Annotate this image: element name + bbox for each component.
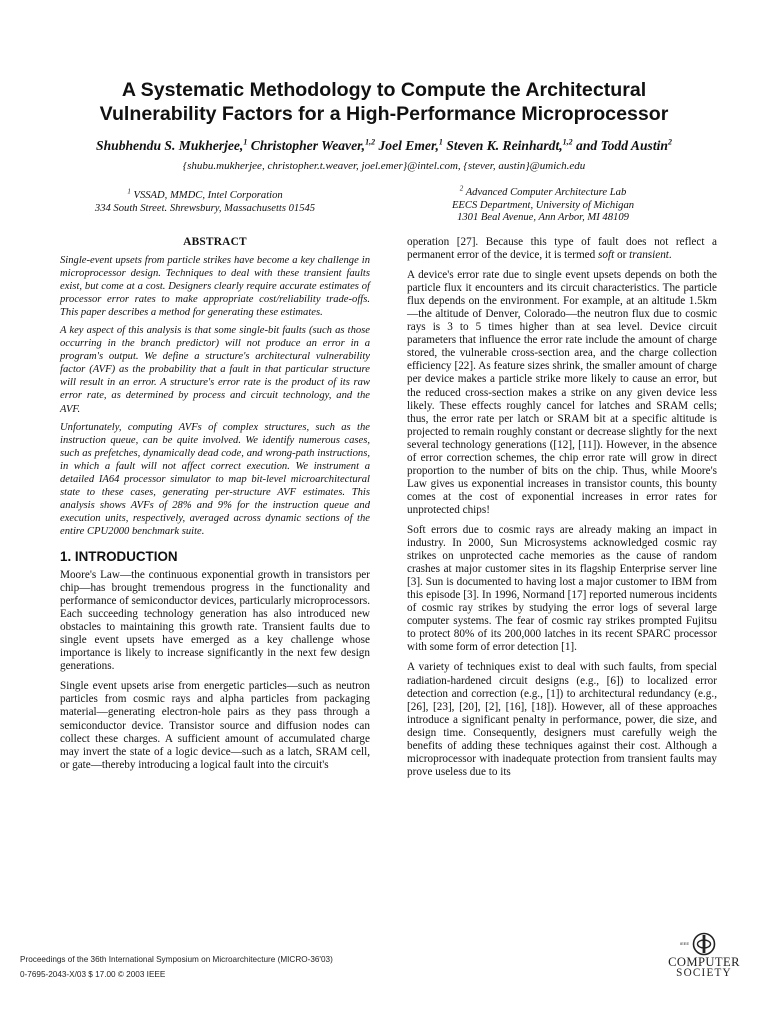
author-emails: {shubu.mukherjee, christopher.t.weaver, joel.emer}@intel.com, {stever, austin}@umich.edu	[182, 160, 586, 172]
body-text-run: or	[614, 249, 630, 262]
affiliation-line: 1301 Beal Avenue, Ann Arbor, MI 48109	[457, 212, 629, 224]
logo-word-society: SOCIETY	[676, 967, 732, 979]
logo-tag: IEEE	[680, 941, 690, 946]
body-paragraph: Moore's Law—the continuous exponential growth in transistors per chip—has brought tremendous progress in the functionality and performance of semiconductor devices, particularly microprocessors. Each succeeding technology generation has also introduced new obstacles to maintaining this growth rate. Transient faults due to single event upsets have emerged as a key challenge whose importance is likely to increase significantly in the next few design generations.	[60, 568, 370, 673]
footer-isbn-line: 0-7695-2043-X/03 $ 17.00 © 2003 IEEE	[20, 970, 166, 979]
author-name: and Todd Austin	[576, 138, 668, 153]
body-text-run: .	[668, 249, 672, 262]
affiliation-line: EECS Department, University of Michigan	[451, 199, 635, 211]
abstract-heading: ABSTRACT	[183, 236, 247, 248]
body-paragraph: Single event upsets arise from energetic particles—such as neutron particles from cosmic rays and alpha particles from packaging material—generating electron-hole pairs as they pass through a semiconductor device. Transistor source and diffusion nodes can collect these charges. A sufficient amount of accumulated charge may invert the state of a logic device—such as a latch, SRAM cell, or gate—thereby introducing a logical fault into the circuit's	[60, 680, 370, 771]
author-name: Steven K. Reinhardt,	[446, 138, 563, 153]
body-paragraph: A variety of techniques exist to deal with such faults, from special radiation-hardened circuit designs (e.g., [6]) to localized error detection and correction (e.g., [1]) to architectural redundancy (e.g., [26], [23], [20], [2], [16], [18]). However, all of these approaches introduce a significant penalty in performance, power, die size, and design time. Consequently, designers must carefully weigh the benefits of adding these techniques against their cost. Although a microprocessor with inadequate protection from transient faults may prove useless due to its	[407, 661, 717, 778]
body-paragraph: A device's error rate due to single event upsets depends on both the particle flux it encounters and its circuit characteristics. The particle flux depends on the environment. For example, at an altitude 1.5km—the altitude of Denver, Colorado—the neutron flux due to cosmic rays is 3 to 5 times higher than at sea level. Device circuit parameters that influence the error rate include the amount of charge stored, the vulnerable cross-section area, and the charge collection efficiency [22]. As feature sizes shrink, the smaller amount of charge per device makes a particle strike more likely to cause an error, but the reduced cross-section makes a strike on any given device less likely. These effects roughly cancel for latches and SRAM cells; thus, the error rate per latch or SRAM bit at a specific altitude is projected to remain roughly constant or decrease slightly for the next several technology generations ([12], [11]). However, in the absence of error correction schemes, the chip error rate will grow in direct proportion to the number of bits on the chip. Thus, while Moore's Law gives us exponential increases in transistor counts, this bounty comes at the cost of exponential increases in error rates for unprotected chips!	[407, 269, 717, 516]
affiliation-line: 334 South Street. Shrewsbury, Massachusetts 01545	[94, 202, 316, 214]
paper-title	[60, 78, 708, 126]
author-affil-mark: 1	[438, 137, 443, 147]
affiliation-mark: 1	[127, 187, 131, 196]
author-name: Joel Emer,	[378, 138, 439, 153]
proceedings-footer	[20, 952, 333, 982]
emphasis-transient: transient	[629, 249, 669, 262]
body-paragraph: Soft errors due to cosmic rays are already making an impact in industry. In 2000, Sun Microsystems acknowledged cosmic ray strikes on unprotected cache memories as the cause of random crashes at major customer sites in its flagship Enterprise server line [3]. Sun is documented to having lost a major customer to IBM from this episode [3]. In 1996, Normand [17] reported numerous incidents of cosmic ray strikes by studying the error logs of several large computer systems. The fear of cosmic ray strikes prompted Fujitsu to protect 80% of its 200,000 latches in its recent SPARC processor with some form of error detection [1].	[407, 523, 717, 654]
author-affil-mark: 1	[243, 137, 248, 147]
affiliation-mark: 2	[459, 184, 464, 193]
author-affil-mark: 1,2	[562, 137, 573, 147]
title-line-2: Vulnerability Factors for a High-Performance Microprocessor	[99, 103, 669, 125]
left-column	[60, 236, 370, 779]
body-text-run: operation [27]. Because this type of fault does not reflect a permanent error of the device, it is termed	[407, 236, 717, 262]
author-name: Shubhendu S. Mukherjee,	[96, 138, 244, 153]
author-name: Christopher Weaver,	[250, 138, 366, 153]
footer-proceedings-line: Proceedings of the 36th International Symposium on Microarchitecture (MICRO-36'03)	[20, 955, 333, 964]
author-affil-mark: 1,2	[365, 137, 376, 147]
affiliation-line: Advanced Computer Architecture Lab	[465, 187, 627, 198]
emphasis-soft: soft	[598, 249, 615, 262]
body-paragraph	[407, 236, 717, 262]
ieee-emblem-icon	[692, 932, 716, 956]
section-heading-introduction: 1. INTRODUCTION	[60, 548, 178, 564]
abstract-paragraph: Unfortunately, computing AVFs of complex structures, such as the instruction queue, can be quite involved. We identify numerous cases, such as prefetches, dynamically dead code, and wrong-path instructions, in which a fault will not affect correct execution. We instrument a detailed IA64 processor simulator to map bit-level microarchitectural state to these cases, generating per-structure AVF estimates. This analysis shows AVFs of 28% and 9% for the instruction queue and execution units, respectively, averaged across dynamic sections of the entire CPU2000 benchmark suite.	[60, 421, 370, 537]
author-list	[40, 137, 728, 154]
author-affil-mark: 2	[667, 137, 672, 147]
right-column	[407, 236, 717, 786]
abstract-paragraph: Single-event upsets from particle strikes have become a key challenge in microprocessor design. Techniques to deal with these transient faults exist, but come at a cost. Designers clearly require accurate estimates of processor error rates to make appropriate cost/reliability trade-offs. This paper describes a method for generating these estimates.	[60, 255, 370, 319]
abstract-paragraph: A key aspect of this analysis is that some single-bit faults (such as those occurring in the branch predictor) will not produce an error in a program's output. We define a structure's architectural vulnerability factor (AVF) as the probability that a fault in that particular structure will result in an error. A structure's error rate is the product of its raw error rate, as determined by process and circuit technology, and the AVF.	[60, 325, 370, 415]
logo-word-computer: COMPUTER	[668, 955, 740, 969]
affiliation-2	[398, 184, 688, 225]
computer-society-logo	[663, 932, 745, 982]
affiliation-line: VSSAD, MMDC, Intel Corporation	[133, 190, 283, 201]
title-line-1: A Systematic Methodology to Compute the Architectural	[121, 79, 647, 101]
affiliation-1	[60, 187, 350, 215]
